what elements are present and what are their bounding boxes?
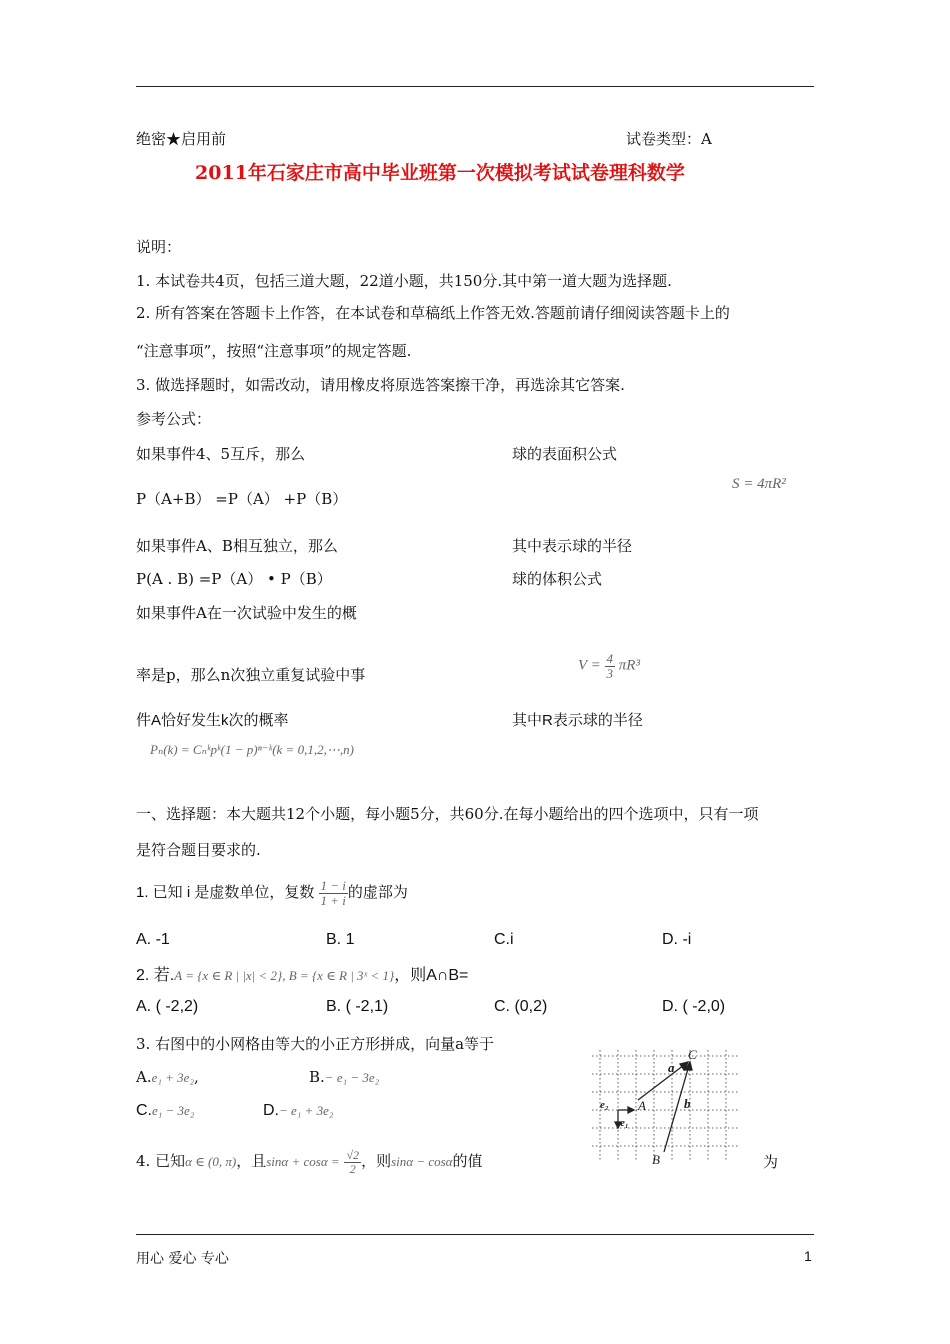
vector-e1-label: e₁ (620, 1117, 629, 1129)
question-1-suffix: 的虚部为 (347, 884, 408, 901)
footer-rule (136, 1234, 814, 1235)
vector-b-label: b (684, 1096, 691, 1111)
formula-left-line: 件A恰好发生k次的概率 (136, 712, 289, 729)
question-3: 3. 右图中的小网格由等大的小正方形拼成，向量a等于 (136, 1035, 495, 1053)
q1-option-b[interactable]: B. 1 (326, 931, 355, 948)
q2-option-a[interactable]: A. ( -2,2) (136, 998, 199, 1015)
option-expression: − e₁ + 3e₂ (279, 1103, 334, 1118)
question-2-suffix: ，则A∩B= (394, 967, 469, 984)
vector-grid-figure (588, 1048, 748, 1166)
question-1 (136, 872, 408, 914)
q2-option-b[interactable]: B. ( -2,1) (326, 998, 389, 1015)
formula-left-line: 如果事件4、5互斥，那么 (136, 445, 306, 463)
footer-motto: 用心 爱心 专心 (136, 1251, 229, 1267)
sphere-volume-formula (578, 652, 640, 680)
q3-option-d[interactable] (263, 1102, 333, 1120)
option-label: A. (136, 1068, 152, 1086)
question-4-fraction (344, 1149, 361, 1175)
note-item: 3. 做选择题时，如需改动，请用橡皮将原选答案擦干净，再选涂其它答案. (136, 376, 625, 394)
fraction-numerator: 4 (606, 651, 614, 666)
point-a-label: A (638, 1098, 646, 1113)
question-4-condition-2: sinα + cosα = (266, 1154, 340, 1169)
point-c-label: C (688, 1048, 697, 1062)
note-item: 1. 本试卷共4页，包括三道大题，22道小题，共150分.其中第一道大题为选择题. (136, 272, 672, 290)
sphere-volume-fraction (605, 652, 616, 680)
question-4-suffix: 的值 (452, 1152, 483, 1170)
secret-label: 绝密★启用前 (136, 130, 227, 148)
formulas-heading: 参考公式： (136, 410, 212, 428)
sphere-volume-lhs: V = (578, 657, 601, 674)
note-item: “注意事项”，按照“注意事项”的规定答题. (136, 342, 412, 360)
q1-option-a[interactable]: A. -1 (136, 931, 170, 948)
question-4-condition-1: α ∈ (0, π) (185, 1154, 237, 1169)
q1-option-d[interactable]: D. -i (662, 931, 692, 948)
fraction-denominator: 2 (349, 1161, 356, 1176)
question-4-mid-2: ，则 (361, 1152, 392, 1170)
fraction-denominator: 3 (606, 665, 614, 681)
point-b-label: B (652, 1152, 660, 1166)
question-1-fraction (319, 879, 348, 907)
question-2 (136, 962, 468, 985)
option-label: B. (309, 1068, 325, 1086)
formula-right-line: 球的体积公式 (512, 570, 603, 588)
q1-option-c[interactable]: C.i (494, 931, 514, 948)
q3-option-a[interactable] (136, 1068, 199, 1086)
q3-option-c[interactable] (136, 1102, 194, 1120)
question-1-prefix: 1. 已知 i 是虚数单位，复数 (136, 884, 315, 901)
notes-heading: 说明： (136, 238, 182, 256)
question-2-set-a: A = {x ∈ R | |x| < 2} (174, 968, 283, 983)
formula-right-line: 其中R表示球的半径 (512, 712, 643, 729)
fraction-numerator: 1 − i (320, 877, 346, 893)
question-2-prefix: 2. 若. (136, 967, 175, 984)
sphere-area-formula: S = 4πR² (732, 476, 786, 492)
option-label: D. (263, 1102, 279, 1119)
question-4 (136, 1143, 483, 1180)
paper-type: 试卷类型：A (626, 130, 712, 148)
formula-left-line: 如果事件A、B相互独立，那么 (136, 537, 338, 555)
page-title: 2011年石家庄市高中毕业班第一次模拟考试试卷理科数学 (195, 162, 685, 184)
formula-left-line: P(A . B) =P（A） • P（B） (136, 570, 332, 588)
q2-option-d[interactable]: D. ( -2,0) (662, 998, 726, 1015)
vector-e2-label: e₂ (600, 1099, 609, 1111)
fraction-denominator: 1 + i (320, 892, 346, 908)
formula-left-line: P（A+B） =P（A） +P（B） (136, 490, 348, 508)
section-heading: 一、选择题：本大题共12个小题，每小题5分，共60分.在每小题给出的四个选项中，只有一项 (136, 805, 759, 823)
option-tail: , (193, 1068, 199, 1086)
vector-e2-arrowhead (628, 1107, 634, 1113)
question-4-tail: 为 (763, 1153, 779, 1171)
question-4-prefix: 4. 已知 (136, 1152, 186, 1170)
section-heading-cont: 是符合题目要求的. (136, 841, 261, 859)
fraction-numerator: √2 (346, 1147, 360, 1162)
grid-lines (592, 1050, 738, 1160)
option-expression: e₁ + 3e₂ (151, 1070, 194, 1085)
option-label: C. (136, 1102, 152, 1119)
option-expression: − e₁ − 3e₂ (324, 1070, 380, 1085)
formula-right-line: 球的表面积公式 (512, 445, 618, 463)
note-item: 2. 所有答案在答题卡上作答，在本试卷和草稿纸上作答无效.答题前请仔细阅读答题卡上的 (136, 304, 730, 322)
formula-left-line: 率是p，那么n次独立重复试验中事 (136, 666, 366, 684)
question-4-mid: ，且 (236, 1152, 267, 1170)
q3-option-b[interactable] (309, 1068, 379, 1086)
formula-left-line: 如果事件A在一次试验中发生的概 (136, 604, 357, 622)
formula-right-line: 其中表示球的半径 (512, 537, 633, 555)
page-number: 1 (804, 1248, 812, 1264)
binomial-formula: Pₙ(k) = Cₙᵏpᵏ(1 − p)ⁿ⁻ᵏ(k = 0,1,2,⋯,n) (150, 742, 354, 757)
question-2-set-b: , B = {x ∈ R | 3ˣ < 1} (282, 968, 395, 983)
question-4-expression: sinα − cosα (391, 1154, 453, 1169)
header-rule (136, 86, 814, 87)
vector-a-label: a (668, 1060, 675, 1075)
q2-option-c[interactable]: C. (0,2) (494, 998, 548, 1015)
sphere-volume-rhs: πR³ (618, 657, 640, 674)
option-expression: e₁ − 3e₂ (152, 1103, 195, 1118)
